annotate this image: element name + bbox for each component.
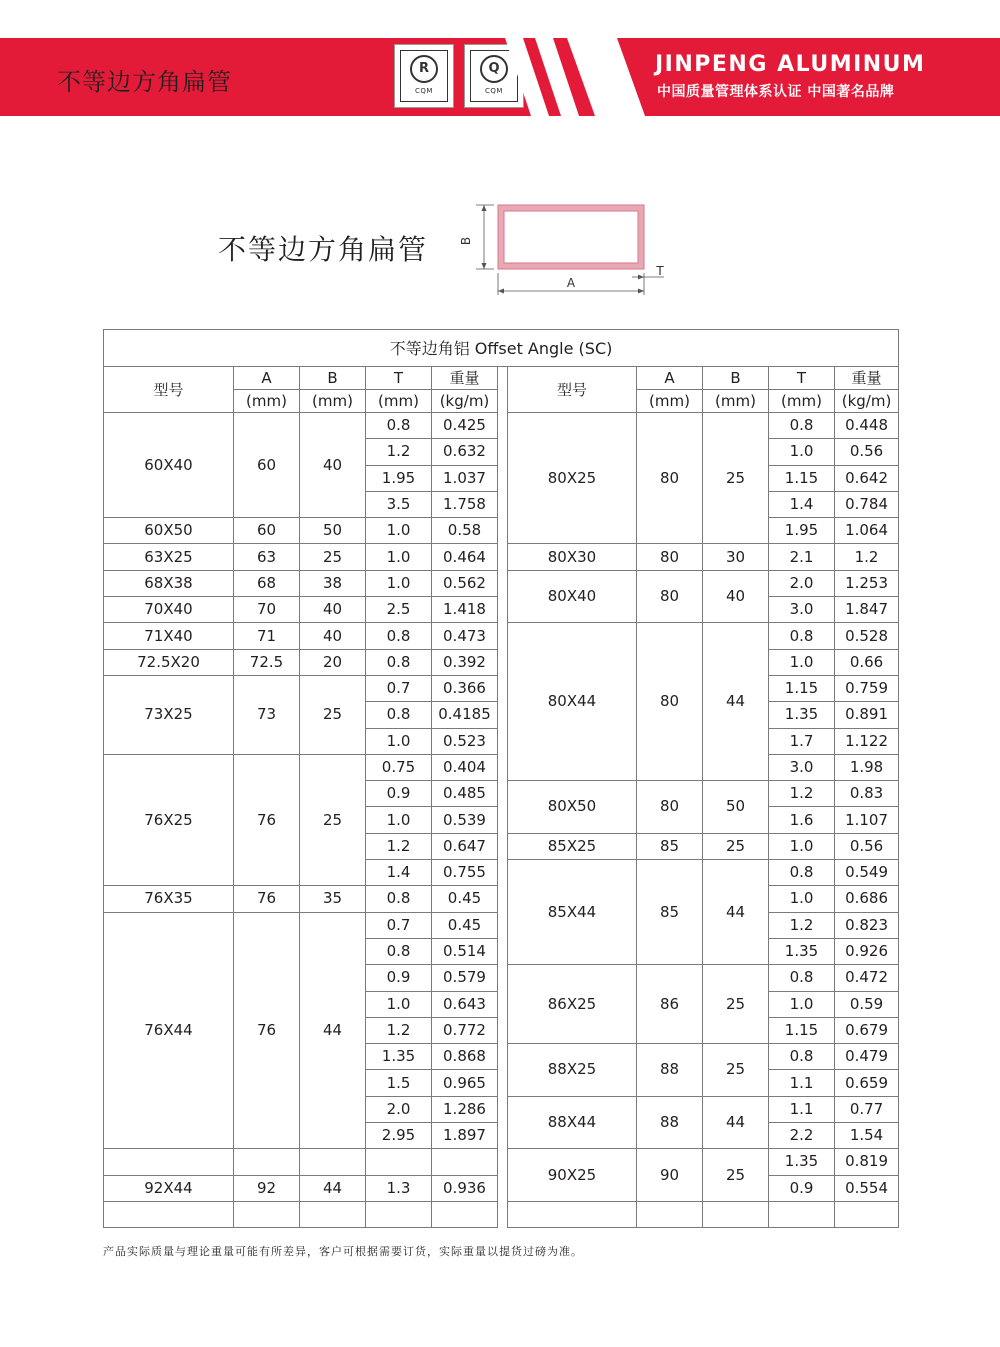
weight-cell: 1.122 [835, 728, 899, 754]
t-cell: 1.1 [769, 1070, 835, 1096]
header-t-right: T [769, 367, 835, 390]
table-row [104, 886, 899, 912]
model-cell: 72.5X20 [104, 649, 234, 675]
a-cell: 72.5 [234, 649, 300, 675]
t-cell: 0.8 [366, 938, 432, 964]
weight-cell: 0.4185 [432, 702, 498, 728]
model-cell [104, 1149, 234, 1175]
table-row [104, 623, 899, 649]
t-cell [366, 1149, 432, 1175]
b-cell [703, 1201, 769, 1227]
t-cell: 1.5 [366, 1070, 432, 1096]
model-cell [104, 1201, 234, 1227]
column-gap [498, 1175, 508, 1201]
weight-cell: 0.45 [432, 912, 498, 938]
column-gap [498, 728, 508, 754]
t-cell: 1.2 [366, 1017, 432, 1043]
a-cell: 71 [234, 623, 300, 649]
weight-cell: 0.679 [835, 1017, 899, 1043]
table-row [104, 1149, 899, 1175]
b-cell: 30 [703, 544, 769, 570]
weight-cell: 0.77 [835, 1096, 899, 1122]
weight-cell: 0.58 [432, 518, 498, 544]
weight-cell [835, 1201, 899, 1227]
b-cell: 25 [703, 1044, 769, 1097]
model-cell: 76X44 [104, 912, 234, 1149]
t-cell: 1.2 [366, 439, 432, 465]
brand-subtitle: 中国质量管理体系认证 中国著名品牌 [657, 84, 895, 100]
column-gap [498, 912, 508, 938]
t-cell: 0.7 [366, 912, 432, 938]
weight-cell: 0.686 [835, 886, 899, 912]
a-cell: 63 [234, 544, 300, 570]
t-cell: 2.0 [769, 570, 835, 596]
a-cell [637, 1201, 703, 1227]
t-cell: 1.0 [366, 570, 432, 596]
b-cell: 25 [300, 754, 366, 885]
model-cell: 60X40 [104, 413, 234, 518]
weight-cell: 0.868 [432, 1044, 498, 1070]
b-cell: 25 [703, 965, 769, 1044]
footnote: 产品实际质量与理论重量可能有所差异，客户可根据需要订货，实际重量以提货过磅为准。 [103, 1245, 583, 1258]
model-cell [508, 1201, 637, 1227]
model-cell: 63X25 [104, 544, 234, 570]
b-cell: 40 [300, 623, 366, 649]
table-row [104, 754, 899, 780]
t-cell: 0.8 [769, 965, 835, 991]
t-cell: 1.15 [769, 1017, 835, 1043]
t-cell: 1.1 [769, 1096, 835, 1122]
column-gap [498, 1096, 508, 1122]
weight-cell: 0.83 [835, 781, 899, 807]
table-row [104, 675, 899, 701]
a-cell: 86 [637, 965, 703, 1044]
weight-cell: 0.823 [835, 912, 899, 938]
column-gap [498, 965, 508, 991]
cert-r-code: CQM [415, 87, 433, 95]
t-cell: 0.8 [769, 1044, 835, 1070]
b-cell [300, 1149, 366, 1175]
model-cell: 80X40 [508, 570, 637, 623]
weight-cell: 1.064 [835, 518, 899, 544]
weight-cell [432, 1149, 498, 1175]
header-b-unit-left: (mm) [300, 390, 366, 413]
model-cell: 80X50 [508, 781, 637, 834]
column-gap [498, 367, 508, 413]
t-cell: 0.7 [366, 675, 432, 701]
weight-cell: 0.56 [835, 833, 899, 859]
weight-cell: 0.549 [835, 860, 899, 886]
column-gap [498, 1017, 508, 1043]
t-cell: 0.8 [366, 649, 432, 675]
weight-cell: 0.539 [432, 807, 498, 833]
a-cell: 80 [637, 623, 703, 781]
t-cell: 1.3 [366, 1175, 432, 1201]
column-gap [498, 491, 508, 517]
t-cell: 0.9 [366, 965, 432, 991]
weight-cell: 0.66 [835, 649, 899, 675]
column-gap [498, 413, 508, 439]
table-caption: 不等边角铝 Offset Angle (SC) [104, 330, 899, 367]
weight-cell: 1.54 [835, 1123, 899, 1149]
weight-cell: 0.472 [835, 965, 899, 991]
weight-cell: 1.847 [835, 597, 899, 623]
a-cell: 70 [234, 597, 300, 623]
header-title: 不等边方角扁管 [57, 68, 232, 96]
t-cell: 3.0 [769, 754, 835, 780]
header-b-left: B [300, 367, 366, 390]
weight-cell: 0.366 [432, 675, 498, 701]
model-cell: 88X44 [508, 1096, 637, 1149]
weight-cell: 0.404 [432, 754, 498, 780]
column-gap [498, 781, 508, 807]
b-cell: 20 [300, 649, 366, 675]
brand-name: JINPENG ALUMINUM [655, 52, 926, 77]
weight-cell: 0.659 [835, 1070, 899, 1096]
b-cell: 44 [300, 912, 366, 1149]
b-cell: 44 [300, 1175, 366, 1201]
t-cell: 1.0 [769, 886, 835, 912]
header-b-right: B [703, 367, 769, 390]
header-model-left: 型号 [104, 367, 234, 413]
t-cell: 0.75 [366, 754, 432, 780]
header-stripes [505, 38, 645, 116]
table-row [104, 1175, 899, 1201]
weight-cell: 1.2 [835, 544, 899, 570]
column-gap [498, 544, 508, 570]
t-cell: 0.8 [366, 413, 432, 439]
t-cell: 1.0 [366, 728, 432, 754]
t-cell: 0.8 [366, 886, 432, 912]
table-row [104, 570, 899, 596]
weight-cell: 0.755 [432, 860, 498, 886]
cert-r-logo [394, 44, 454, 108]
model-cell: 68X38 [104, 570, 234, 596]
weight-cell: 0.926 [835, 938, 899, 964]
model-cell: 60X50 [104, 518, 234, 544]
t-cell: 1.15 [769, 675, 835, 701]
t-cell: 1.0 [366, 991, 432, 1017]
t-cell: 0.9 [769, 1175, 835, 1201]
t-cell: 1.7 [769, 728, 835, 754]
t-cell: 1.4 [769, 491, 835, 517]
column-gap [498, 649, 508, 675]
t-cell: 3.5 [366, 491, 432, 517]
weight-cell: 0.473 [432, 623, 498, 649]
header-band [0, 38, 1000, 116]
a-cell: 85 [637, 860, 703, 965]
a-cell: 60 [234, 413, 300, 518]
column-gap [498, 938, 508, 964]
t-cell: 1.35 [366, 1044, 432, 1070]
model-cell: 80X25 [508, 413, 637, 544]
cert-q-code: CQM [485, 87, 503, 95]
t-cell: 0.8 [366, 702, 432, 728]
weight-cell: 0.784 [835, 491, 899, 517]
weight-cell: 0.514 [432, 938, 498, 964]
column-gap [498, 1044, 508, 1070]
t-cell: 0.8 [366, 623, 432, 649]
t-cell: 1.2 [769, 912, 835, 938]
column-gap [498, 1123, 508, 1149]
weight-cell: 0.632 [432, 439, 498, 465]
weight-cell: 0.642 [835, 465, 899, 491]
model-cell: 92X44 [104, 1175, 234, 1201]
weight-cell: 1.253 [835, 570, 899, 596]
model-cell: 80X44 [508, 623, 637, 781]
header-a-unit-left: (mm) [234, 390, 300, 413]
t-cell: 0.8 [769, 623, 835, 649]
column-gap [498, 623, 508, 649]
table-row [104, 649, 899, 675]
column-gap [498, 465, 508, 491]
header-a-unit-right: (mm) [637, 390, 703, 413]
weight-cell [432, 1201, 498, 1227]
t-cell: 1.6 [769, 807, 835, 833]
b-cell: 40 [300, 413, 366, 518]
weight-cell: 0.647 [432, 833, 498, 859]
column-gap [498, 991, 508, 1017]
weight-cell: 0.56 [835, 439, 899, 465]
header-weight-unit-left: (kg/m) [432, 390, 498, 413]
t-cell: 1.0 [769, 439, 835, 465]
t-cell: 1.2 [366, 833, 432, 859]
weight-cell: 0.448 [835, 413, 899, 439]
diagram-label-b: B [459, 236, 473, 246]
a-cell: 80 [637, 570, 703, 623]
page-title: 不等边方角扁管 [218, 233, 429, 266]
a-cell: 76 [234, 754, 300, 885]
weight-cell: 0.392 [432, 649, 498, 675]
t-cell: 1.35 [769, 938, 835, 964]
t-cell: 0.8 [769, 413, 835, 439]
table-row [104, 518, 899, 544]
t-cell: 1.15 [769, 465, 835, 491]
a-cell [234, 1149, 300, 1175]
column-gap [498, 675, 508, 701]
model-cell: 73X25 [104, 675, 234, 754]
model-cell: 86X25 [508, 965, 637, 1044]
b-cell: 40 [300, 597, 366, 623]
b-cell: 25 [300, 675, 366, 754]
b-cell: 38 [300, 570, 366, 596]
a-cell: 76 [234, 912, 300, 1149]
t-cell: 1.0 [366, 518, 432, 544]
weight-cell: 0.643 [432, 991, 498, 1017]
diagram-label-t: T [656, 264, 664, 278]
weight-cell: 0.425 [432, 413, 498, 439]
t-cell: 1.0 [769, 649, 835, 675]
column-gap [498, 597, 508, 623]
t-cell: 2.2 [769, 1123, 835, 1149]
header-weight-left: 重量 [432, 367, 498, 390]
a-cell: 90 [637, 1149, 703, 1202]
weight-cell: 0.554 [835, 1175, 899, 1201]
model-cell: 71X40 [104, 623, 234, 649]
b-cell: 50 [703, 781, 769, 834]
weight-cell: 0.562 [432, 570, 498, 596]
weight-cell: 0.59 [835, 991, 899, 1017]
t-cell: 2.5 [366, 597, 432, 623]
b-cell: 44 [703, 1096, 769, 1149]
header-weight-unit-right: (kg/m) [835, 390, 899, 413]
table-row [104, 544, 899, 570]
a-cell: 80 [637, 413, 703, 544]
header-b-unit-right: (mm) [703, 390, 769, 413]
model-cell: 76X35 [104, 886, 234, 912]
b-cell: 44 [703, 860, 769, 965]
t-cell: 2.95 [366, 1123, 432, 1149]
a-cell: 76 [234, 886, 300, 912]
header-t-left: T [366, 367, 432, 390]
table-row [104, 413, 899, 439]
header-a-left: A [234, 367, 300, 390]
a-cell: 85 [637, 833, 703, 859]
t-cell: 0.8 [769, 860, 835, 886]
weight-cell: 0.772 [432, 1017, 498, 1043]
header-t-unit-right: (mm) [769, 390, 835, 413]
a-cell: 80 [637, 544, 703, 570]
t-cell: 1.4 [366, 860, 432, 886]
weight-cell: 0.936 [432, 1175, 498, 1201]
t-cell: 2.0 [366, 1096, 432, 1122]
weight-cell: 1.107 [835, 807, 899, 833]
column-gap [498, 1070, 508, 1096]
b-cell: 35 [300, 886, 366, 912]
b-cell: 44 [703, 623, 769, 781]
weight-cell: 0.464 [432, 544, 498, 570]
weight-cell: 0.523 [432, 728, 498, 754]
model-cell: 76X25 [104, 754, 234, 885]
column-gap [498, 570, 508, 596]
t-cell: 3.0 [769, 597, 835, 623]
model-cell: 88X25 [508, 1044, 637, 1097]
t-cell [769, 1201, 835, 1227]
b-cell: 25 [703, 413, 769, 544]
b-cell: 40 [703, 570, 769, 623]
cross-section-diagram [454, 195, 674, 295]
cert-q-letter: Q [480, 55, 508, 83]
weight-cell: 0.479 [835, 1044, 899, 1070]
weight-cell: 0.891 [835, 702, 899, 728]
column-gap [498, 754, 508, 780]
cert-r-letter: R [410, 55, 438, 83]
column-gap [498, 1149, 508, 1175]
table-row [104, 597, 899, 623]
model-cell: 85X44 [508, 860, 637, 965]
t-cell: 0.9 [366, 781, 432, 807]
header-a-right: A [637, 367, 703, 390]
diagram-label-a: A [566, 276, 576, 290]
column-gap [498, 833, 508, 859]
column-gap [498, 807, 508, 833]
t-cell: 1.0 [366, 544, 432, 570]
a-cell [234, 1201, 300, 1227]
weight-cell: 1.897 [432, 1123, 498, 1149]
t-cell [366, 1201, 432, 1227]
a-cell: 92 [234, 1175, 300, 1201]
weight-cell: 1.98 [835, 754, 899, 780]
weight-cell: 0.579 [432, 965, 498, 991]
a-cell: 88 [637, 1044, 703, 1097]
model-cell: 70X40 [104, 597, 234, 623]
t-cell: 1.2 [769, 781, 835, 807]
model-cell: 90X25 [508, 1149, 637, 1202]
t-cell: 1.95 [366, 465, 432, 491]
b-cell: 25 [703, 1149, 769, 1202]
weight-cell: 1.418 [432, 597, 498, 623]
model-cell: 80X30 [508, 544, 637, 570]
weight-cell: 1.037 [432, 465, 498, 491]
weight-cell: 0.759 [835, 675, 899, 701]
a-cell: 73 [234, 675, 300, 754]
t-cell: 1.0 [769, 833, 835, 859]
column-gap [498, 439, 508, 465]
a-cell: 60 [234, 518, 300, 544]
a-cell: 88 [637, 1096, 703, 1149]
t-cell: 1.0 [769, 991, 835, 1017]
t-cell: 1.35 [769, 702, 835, 728]
t-cell: 1.35 [769, 1149, 835, 1175]
header-t-unit-left: (mm) [366, 390, 432, 413]
b-cell: 25 [703, 833, 769, 859]
header-model-right: 型号 [508, 367, 637, 413]
a-cell: 80 [637, 781, 703, 834]
column-gap [498, 886, 508, 912]
a-cell: 68 [234, 570, 300, 596]
b-cell: 50 [300, 518, 366, 544]
weight-cell: 0.528 [835, 623, 899, 649]
weight-cell: 1.286 [432, 1096, 498, 1122]
spec-table [103, 329, 899, 1228]
header-weight-right: 重量 [835, 367, 899, 390]
weight-cell: 0.819 [835, 1149, 899, 1175]
column-gap [498, 860, 508, 886]
t-cell: 2.1 [769, 544, 835, 570]
b-cell: 25 [300, 544, 366, 570]
column-gap [498, 1201, 508, 1227]
weight-cell: 0.485 [432, 781, 498, 807]
t-cell: 1.0 [366, 807, 432, 833]
weight-cell: 0.965 [432, 1070, 498, 1096]
model-cell: 85X25 [508, 833, 637, 859]
column-gap [498, 702, 508, 728]
column-gap [498, 518, 508, 544]
b-cell [300, 1201, 366, 1227]
table-row [104, 912, 899, 938]
weight-cell: 1.758 [432, 491, 498, 517]
weight-cell: 0.45 [432, 886, 498, 912]
table-row [104, 1201, 899, 1227]
t-cell: 1.95 [769, 518, 835, 544]
